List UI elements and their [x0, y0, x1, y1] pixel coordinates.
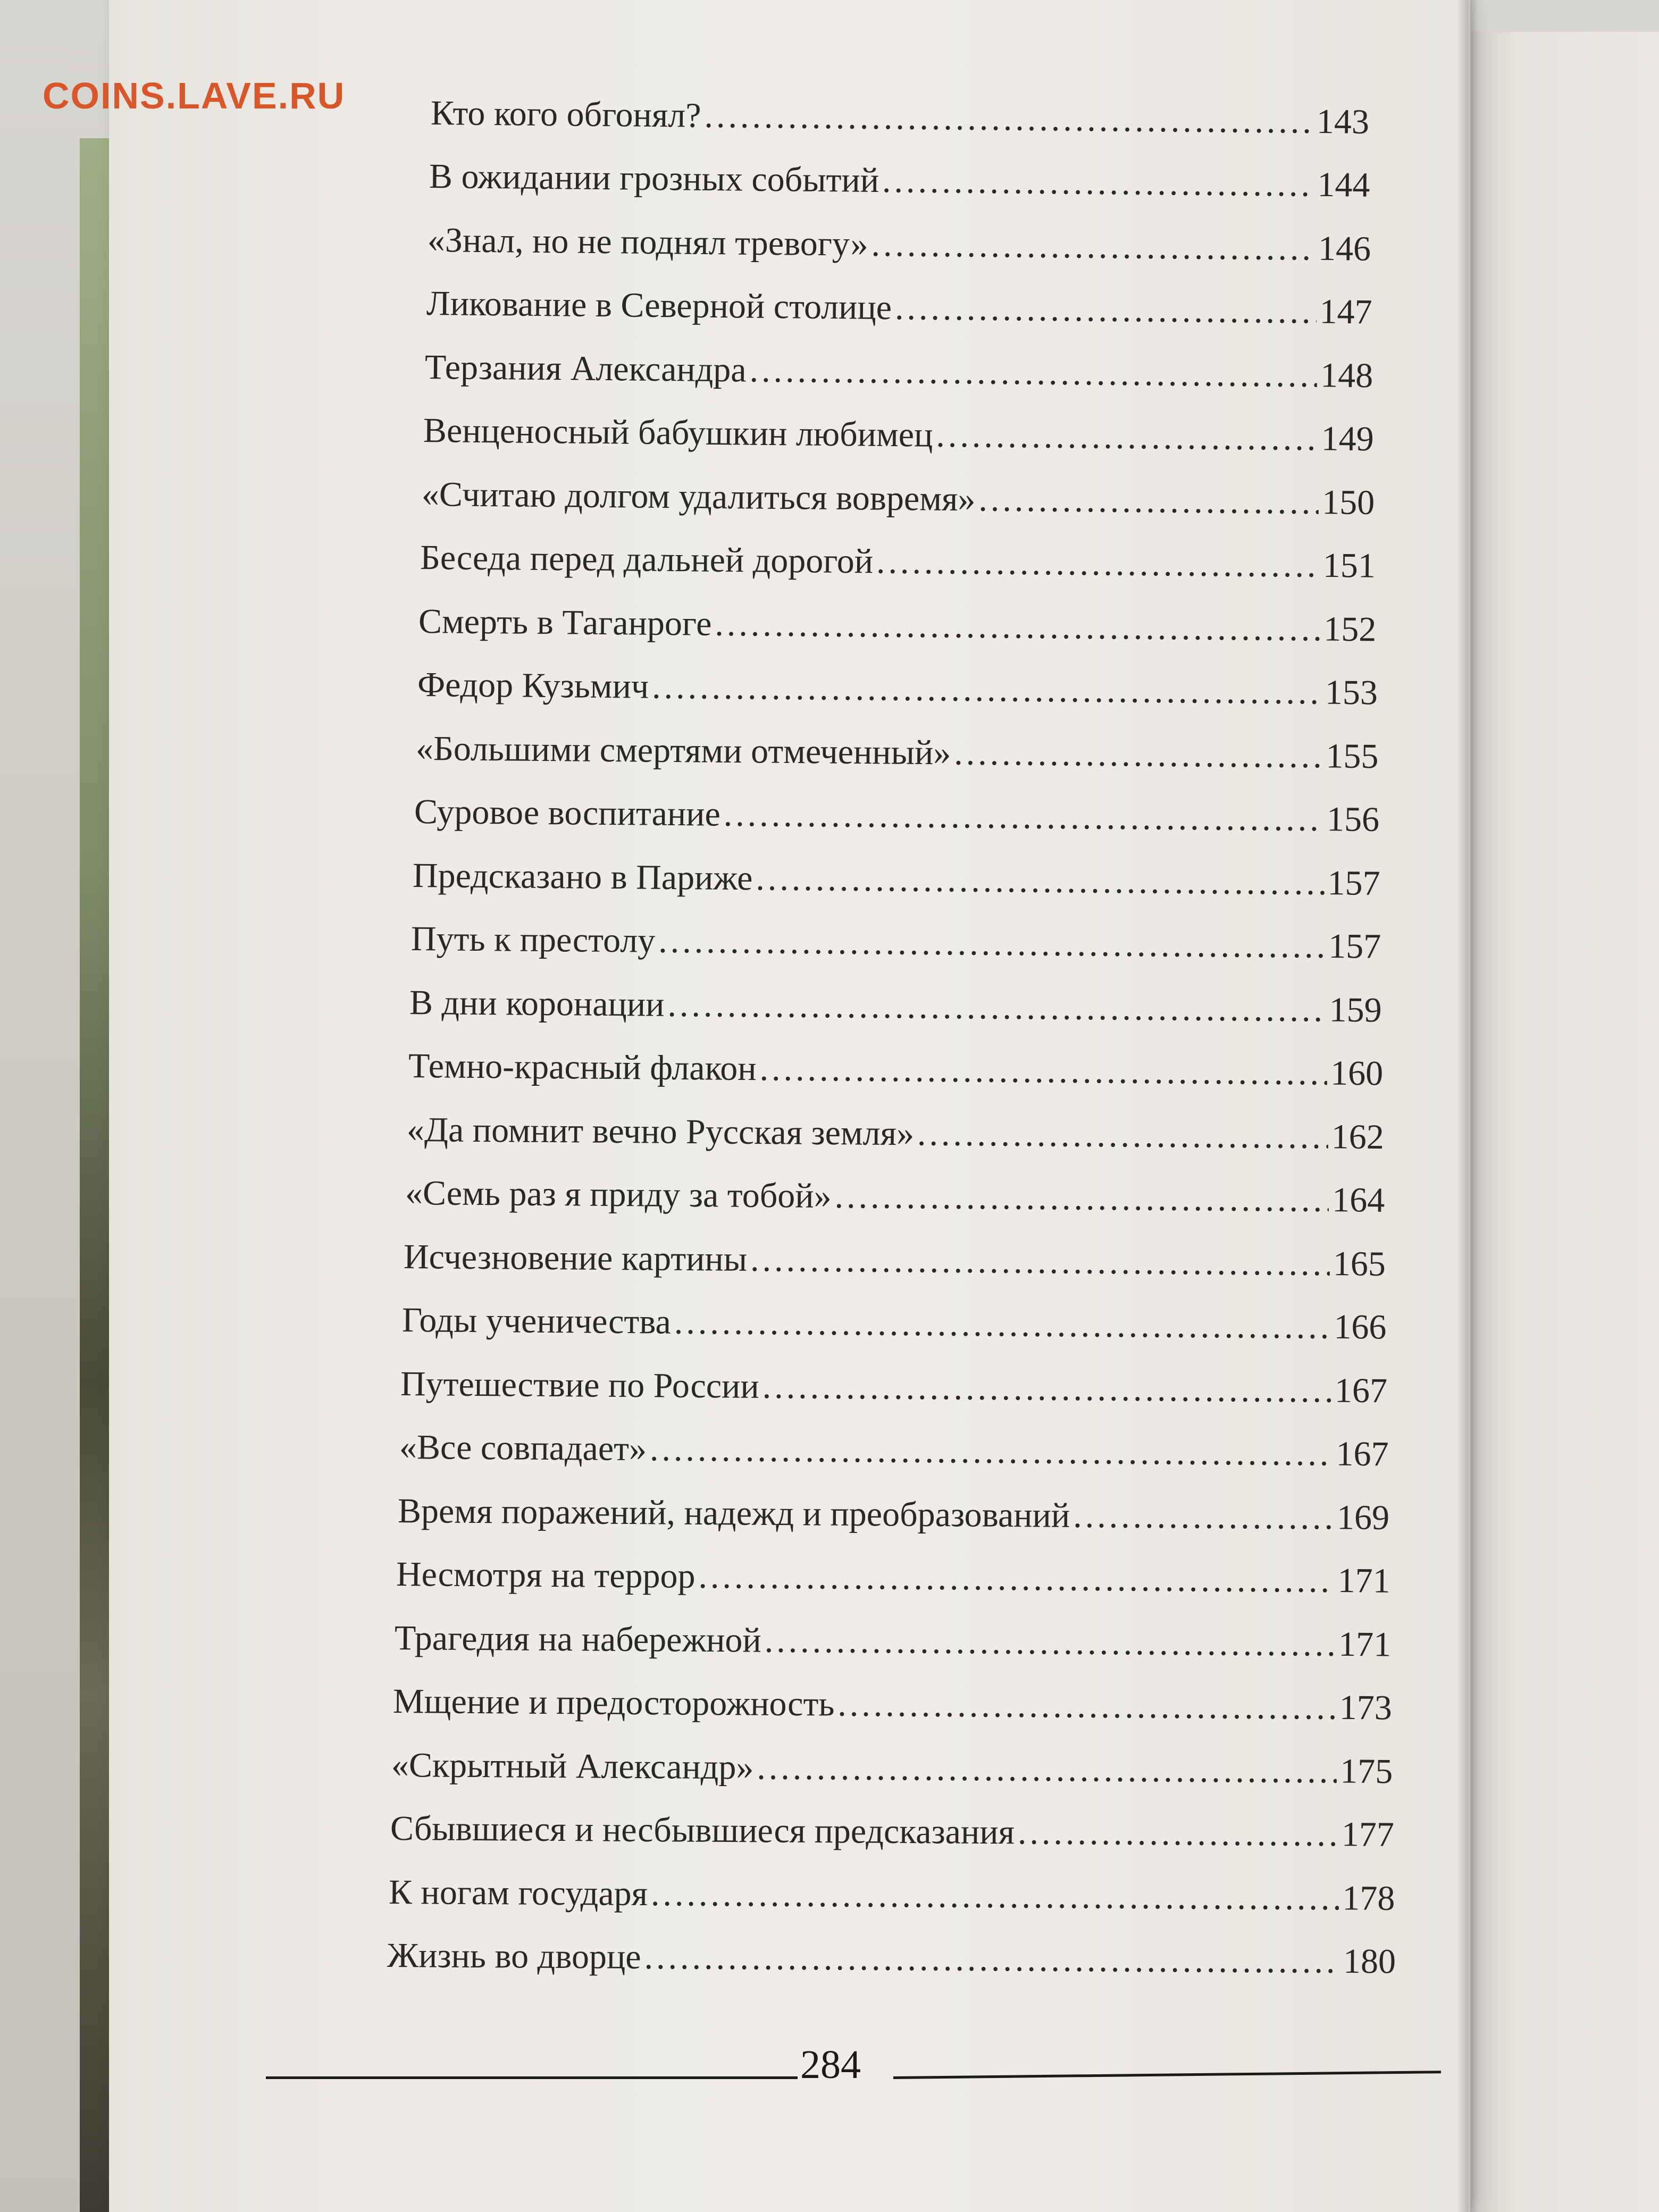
toc-entry-page: 166: [1334, 1308, 1387, 1347]
toc-entry: [423, 410, 1374, 459]
toc-entry-page: 156: [1326, 800, 1380, 840]
toc-entry-page: 162: [1331, 1117, 1384, 1157]
toc-entry-title: В дни коронации: [409, 983, 665, 1024]
toc-entry: [426, 283, 1372, 332]
toc-entry-title: Трагедия на набережной: [394, 1618, 762, 1660]
toc-entry-page: 147: [1319, 292, 1372, 332]
toc-entry-title: Жизнь во дворце: [387, 1936, 641, 1976]
toc-entry: [400, 1364, 1388, 1411]
toc-entry-title: Смерть в Таганроге: [418, 601, 713, 643]
toc-leader-dots: [936, 415, 1318, 459]
toc-entry-page: 165: [1333, 1244, 1386, 1284]
toc-entry: [406, 1110, 1384, 1158]
toc-leader-dots: [759, 1049, 1327, 1093]
toc-entry-title: В ожидании грозных событий: [429, 157, 879, 200]
toc-entry: [396, 1554, 1390, 1602]
toc-entry-title: «Да помнит вечно Русская земля»: [406, 1110, 915, 1153]
toc-entry-page: 164: [1331, 1180, 1385, 1220]
toc-leader-dots: [872, 224, 1316, 269]
toc-entry: [398, 1491, 1390, 1538]
toc-entry-page: 175: [1340, 1752, 1394, 1791]
toc-leader-dots: [1017, 1812, 1338, 1855]
toc-leader-dots: [674, 1302, 1331, 1347]
page-footer: [266, 2042, 1441, 2090]
toc-entry-page: 167: [1335, 1434, 1389, 1474]
toc-leader-dots: [765, 1620, 1336, 1664]
toc-leader-dots: [750, 1239, 1330, 1284]
toc-entry-title: «Скрытный Александр»: [391, 1745, 755, 1787]
toc-entry: [428, 220, 1371, 270]
toc-entry-title: Исчезновение картины: [403, 1237, 748, 1279]
toc-leader-dots: [644, 1937, 1340, 1982]
toc-leader-dots: [651, 667, 1321, 713]
toc-leader-dots: [756, 858, 1325, 903]
toc-leader-dots: [715, 604, 1321, 650]
toc-entry-title: Путь к престолу: [410, 919, 656, 960]
toc-entry-title: Кто кого обгонял?: [430, 94, 701, 135]
toc-entry: [391, 1745, 1393, 1792]
toc-leader-dots: [651, 1874, 1339, 1918]
footer-rule-right: [893, 2071, 1441, 2079]
toc-entry-title: Предсказано в Париже: [412, 856, 753, 898]
toc-entry: [393, 1681, 1392, 1728]
toc-entry-title: «Семь раз я приду за тобой»: [405, 1174, 832, 1216]
toc-entry-title: Путешествие по России: [400, 1364, 760, 1406]
toc-entry: [408, 1046, 1383, 1094]
toc-leader-dots: [658, 921, 1325, 967]
toc-entry: [399, 1427, 1388, 1474]
toc-entry-title: Венценосный бабушкин любимец: [423, 411, 933, 455]
toc-entry-page: 143: [1316, 102, 1370, 141]
toc-entry: [404, 1237, 1386, 1285]
toc-entry: [431, 93, 1370, 143]
toc-entry-title: Несмотря на террор: [396, 1555, 696, 1596]
toc-entry-page: 180: [1343, 1941, 1396, 1981]
toc-entry: [420, 538, 1376, 586]
toc-entry-page: 178: [1342, 1878, 1395, 1918]
toc-entry: [418, 601, 1377, 650]
toc-entry-page: 149: [1321, 419, 1374, 459]
toc-entry-title: Федор Кузьмич: [417, 665, 649, 707]
toc-entry: [409, 983, 1382, 1030]
toc-entry-title: «Знал, но не поднял тревогу»: [428, 220, 869, 264]
toc-leader-dots: [917, 1113, 1328, 1157]
toc-leader-dots: [876, 542, 1320, 586]
toc-entry-page: 148: [1320, 356, 1373, 396]
toc-entry: [415, 728, 1378, 777]
toc-entry-page: 173: [1339, 1688, 1393, 1728]
toc-leader-dots: [882, 161, 1314, 206]
toc-leader-dots: [837, 1685, 1336, 1728]
toc-leader-dots: [978, 479, 1319, 523]
toc-entry-title: «Большими смертями отмеченный»: [415, 728, 951, 773]
toc-entry-title: Сбывшиеся и несбывшиеся предсказания: [390, 1809, 1015, 1852]
toc-entry-page: 146: [1318, 229, 1371, 269]
toc-entry-title: Время поражений, надежд и преобразований: [397, 1491, 1070, 1535]
toc-entry-title: «Считаю долгом удалиться вовремя»: [421, 474, 976, 519]
toc-entry-title: Суровое воспитание: [414, 792, 721, 834]
toc-leader-dots: [834, 1176, 1329, 1220]
toc-entry: [429, 156, 1370, 206]
watermark: COINS.LAVE.RU: [43, 75, 346, 116]
toc-entry: [424, 347, 1373, 396]
toc-leader-dots: [894, 288, 1316, 332]
toc-leader-dots: [749, 350, 1317, 396]
toc-entry-title: Мщение и предосторожность: [393, 1682, 835, 1724]
toc-entry-page: 150: [1321, 482, 1375, 522]
toc-entry-page: 151: [1322, 546, 1376, 586]
toc-entry-page: 152: [1323, 609, 1377, 649]
toc-entry-page: 177: [1341, 1815, 1394, 1854]
toc-entry-title: Темно-красный флакон: [408, 1046, 757, 1088]
toc-entry-title: Ликование в Северной столице: [426, 284, 892, 328]
toc-leader-dots: [704, 96, 1313, 142]
toc-entry-title: К ногам государя: [388, 1872, 648, 1913]
toc-entry: [387, 1936, 1396, 1982]
toc-leader-dots: [668, 985, 1327, 1030]
toc-entry-page: 169: [1336, 1497, 1390, 1537]
toc-entry-title: Терзания Александра: [424, 347, 747, 390]
toc-entry: [422, 474, 1375, 523]
toc-entry-title: «Все совпадает»: [399, 1428, 647, 1469]
toc-leader-dots: [723, 794, 1323, 840]
toc-leader-dots: [649, 1429, 1333, 1474]
toc-entry: [390, 1808, 1394, 1855]
toc-entry: [414, 792, 1380, 840]
toc-entry-page: 171: [1338, 1624, 1392, 1664]
toc-entry: [389, 1872, 1395, 1919]
toc-entry-title: Годы ученичества: [402, 1301, 672, 1342]
toc-entry: [417, 665, 1378, 713]
toc-entry: [411, 919, 1381, 967]
toc-leader-dots: [757, 1747, 1337, 1791]
toc-entry-page: 159: [1329, 990, 1382, 1030]
toc-leader-dots: [698, 1556, 1335, 1601]
footer-rule-left: [266, 2076, 798, 2079]
toc-entry-page: 157: [1328, 927, 1381, 966]
page-number: 284: [800, 2042, 861, 2087]
toc-entry-page: 157: [1327, 863, 1380, 903]
toc-entry-page: 160: [1330, 1053, 1384, 1093]
toc-entry-page: 153: [1325, 673, 1378, 713]
toc-leader-dots: [763, 1367, 1332, 1411]
toc-entry-page: 144: [1317, 165, 1370, 205]
toc-leader-dots: [954, 733, 1323, 776]
toc-entry-page: 167: [1335, 1371, 1388, 1410]
toc-entry: [395, 1618, 1392, 1665]
toc-entry-page: 171: [1337, 1561, 1390, 1601]
toc-entry: [405, 1173, 1385, 1221]
toc-leader-dots: [1073, 1495, 1334, 1537]
toc-entry-title: Беседа перед дальней дорогой: [420, 538, 874, 581]
toc-entry-page: 155: [1325, 736, 1379, 776]
toc-entry: [413, 856, 1380, 904]
toc-entry: [402, 1300, 1387, 1348]
